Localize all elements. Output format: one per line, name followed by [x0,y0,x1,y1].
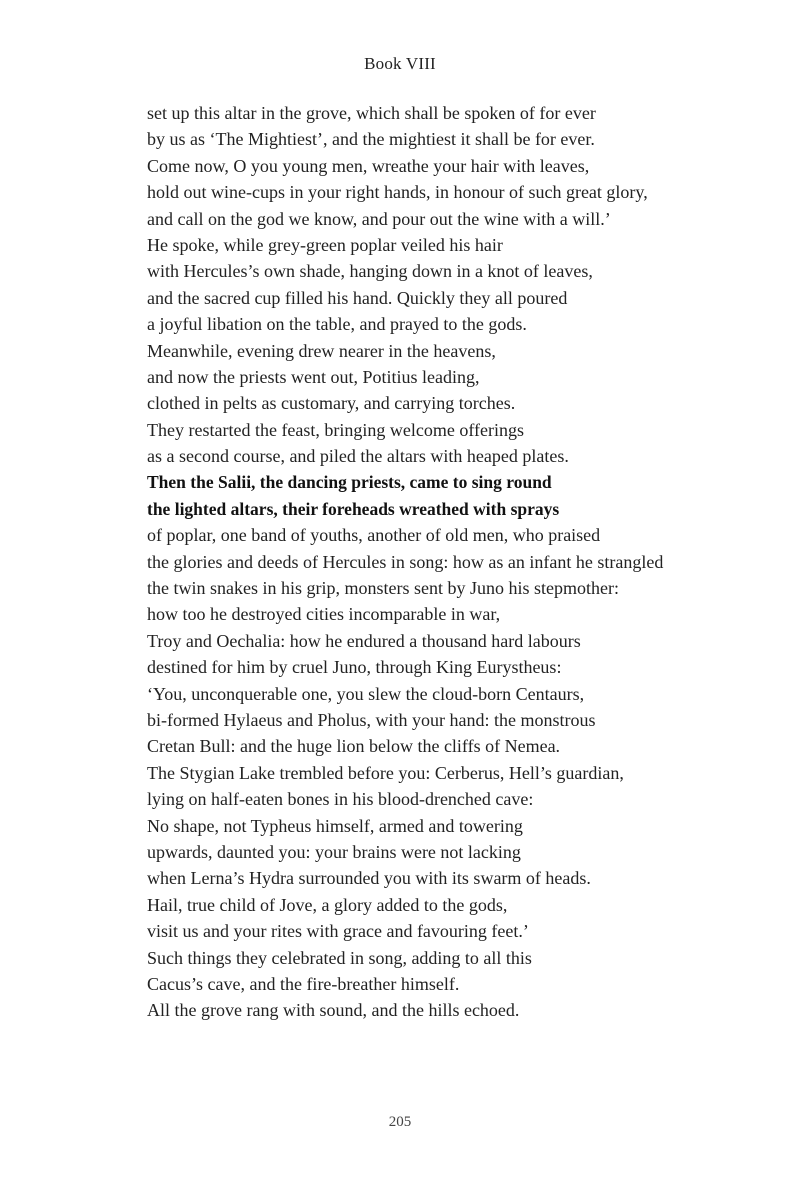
poem-line: He spoke, while grey-green poplar veiled his hair [147,234,503,255]
poem-line: the glories and deeds of Hercules in song: how as an infant he strangled [147,551,664,572]
poem-line: and now the priests went out, Potitius leading, [147,366,480,387]
poem-line: a joyful libation on the table, and prayed to the gods. [147,314,527,335]
poem-line: and the sacred cup filled his hand. Quickly they all poured [147,287,568,308]
poem-line: the twin snakes in his grip, monsters sent by Juno his stepmother: [147,578,619,599]
poem-line: Such things they celebrated in song, adding to all this [147,947,532,968]
poem-line: Meanwhile, evening drew nearer in the heavens, [147,340,496,361]
poem-line: Troy and Oechalia: how he endured a thousand hard labours [147,630,581,651]
poem-line: destined for him by cruel Juno, through King Eurystheus: [147,657,562,678]
poem-text [147,100,787,1024]
poem-line: ‘You, unconquerable one, you slew the cloud-born Centaurs, [147,683,585,704]
poem-line: of poplar, one band of youths, another of old men, who praised [147,525,601,546]
poem-line-emphasized: Then the Salii, the dancing priests, came to sing round [147,472,552,493]
poem-line: when Lerna’s Hydra surrounded you with its swarm of heads. [147,868,591,889]
poem-line: upwards, daunted you: your brains were not lacking [147,841,521,862]
poem-line: visit us and your rites with grace and favouring feet.’ [147,921,529,942]
poem-line-emphasized: the lighted altars, their foreheads wreathed with sprays [147,498,560,519]
poem-line: No shape, not Typheus himself, armed and towering [147,815,523,836]
poem-line: Hail, true child of Jove, a glory added to the gods, [147,894,508,915]
poem-line: as a second course, and piled the altars with heaped plates. [147,446,569,467]
poem-line: They restarted the feast, bringing welcome offerings [147,419,525,440]
poem-line: lying on half-eaten bones in his blood-drenched cave: [147,789,534,810]
running-header: Book VIII [364,54,436,73]
poem-line: by us as ‘The Mightiest’, and the mightiest it shall be for ever. [147,129,595,150]
poem-line: Cretan Bull: and the huge lion below the cliffs of Nemea. [147,736,561,757]
poem-line: set up this altar in the grove, which shall be spoken of for ever [147,103,596,123]
poem-line: The Stygian Lake trembled before you: Cerberus, Hell’s guardian, [147,762,624,783]
poem-line: and call on the god we know, and pour out the wine with a will.’ [147,208,611,229]
poem-line: clothed in pelts as customary, and carrying torches. [147,393,516,414]
poem-line: All the grove rang with sound, and the hills echoed. [147,1000,520,1021]
poem-line: how too he destroyed cities incomparable in war, [147,604,501,625]
page-number: 205 [388,1114,412,1130]
poem-line: Cacus’s cave, and the fire-breather himself. [147,973,460,994]
poem-line: with Hercules’s own shade, hanging down in a knot of leaves, [147,261,593,282]
poem-line: Come now, O you young men, wreathe your hair with leaves, [147,155,590,176]
poem-line: bi-formed Hylaeus and Pholus, with your hand: the monstrous [147,709,596,730]
poem-line: hold out wine-cups in your right hands, in honour of such great glory, [147,182,648,203]
